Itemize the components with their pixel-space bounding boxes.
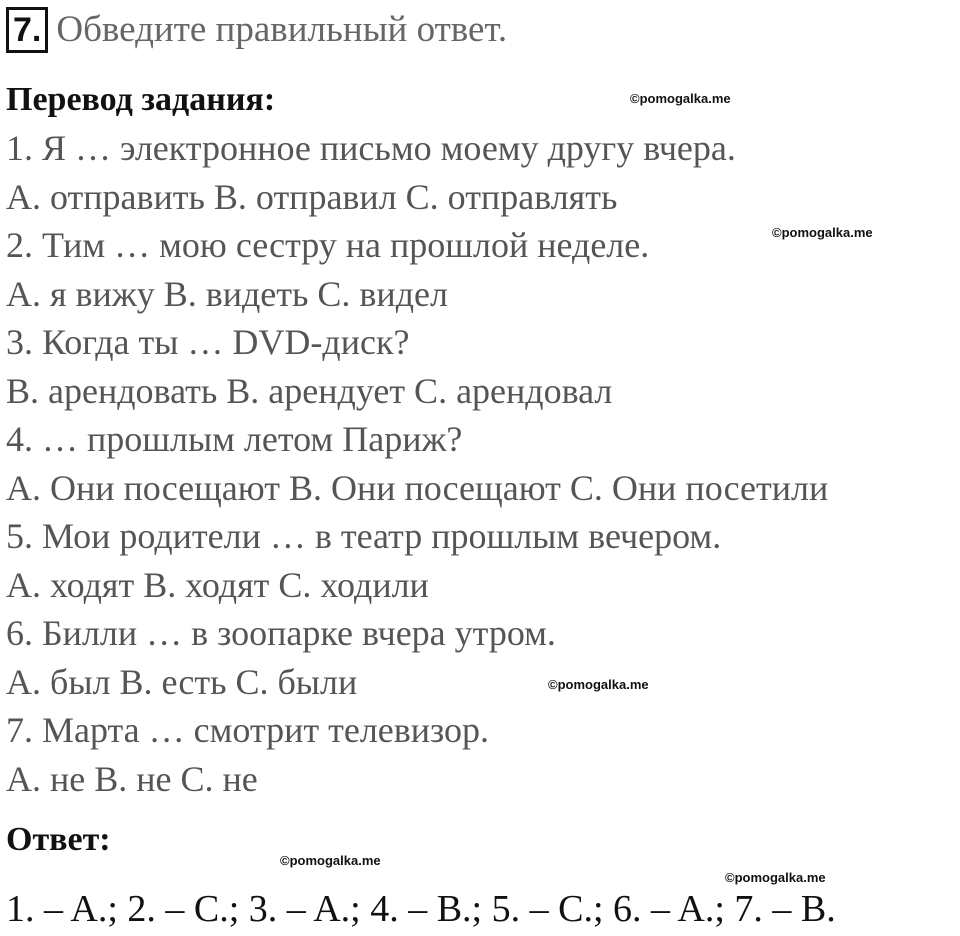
task-instruction: Обведите правильный ответ.: [56, 9, 508, 50]
task-number: 7.: [6, 7, 48, 53]
watermark: ©pomogalka.me: [630, 91, 731, 106]
question-line: 5. Мои родители … в театр прошлым вечером.: [6, 516, 722, 556]
task-header: [6, 6, 507, 54]
watermark: ©pomogalka.me: [548, 677, 649, 692]
options-line: A. ходят B. ходят C. ходили: [6, 564, 429, 605]
question-line: 4. … прошлым летом Париж?: [6, 419, 463, 459]
options-line: A. был B. есть C. были: [6, 661, 358, 702]
question-line: 3. Когда ты … DVD-диск?: [6, 322, 410, 362]
options-line: B. арендовать B. арендует C. арендовал: [6, 370, 613, 411]
question-line: 1. Я … электронное письмо моему другу вчера.: [6, 128, 736, 168]
question-line: 6. Билли … в зоопарке вчера утром.: [6, 613, 556, 653]
watermark: ©pomogalka.me: [725, 870, 826, 885]
translation-title: Перевод задания:: [6, 81, 276, 118]
translation-lines: [6, 124, 828, 803]
options-line: A. не B. не C. не: [6, 758, 258, 799]
answer-title: Ответ:: [6, 821, 111, 858]
question-line: 7. Марта … смотрит телевизор.: [6, 710, 490, 750]
watermark: ©pomogalka.me: [772, 225, 873, 240]
options-line: A. я вижу B. видеть C. видел: [6, 273, 448, 314]
answer-text: 1. – A.; 2. – C.; 3. – A.; 4. – B.; 5. – C.; 6. – A.; 7. – B.: [6, 888, 836, 930]
watermark: ©pomogalka.me: [280, 853, 381, 868]
options-line: A. Они посещают B. Они посещают C. Они посетили: [6, 467, 829, 508]
question-line: 2. Тим … мою сестру на прошлой неделе.: [6, 225, 650, 265]
options-line: A. отправить B. отправил C. отправлять: [6, 176, 618, 217]
